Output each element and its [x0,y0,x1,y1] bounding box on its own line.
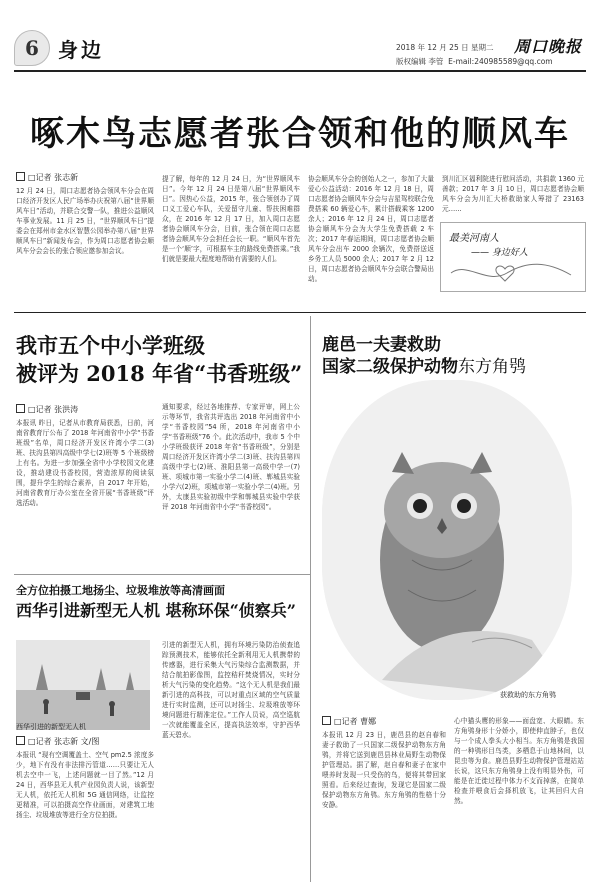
books-column-2: 通知要求，经过各地推荐、专家评审，网上公示等环节，我省共评选出 2018 年河南省中小学“书香校园”54 所，2018 年河南省中小学“书香班级”76 个。此次活动中，我市 5 个中小学班级获评 2018 年省“书香班级”，分别是周口经济开发区许湾小学二(3)班、扶沟县第四高级中学七(2)班、淮阳县第一高级中学一(7)班、项城市第一实验小学二(4)班、郸城县实验小学六(2)班，项城市第一实验小学二(4)班。另外，太康县实验初级中学和郸城县实验中学获评 2018 年河南省中小学“书香校园”。 [162,403,300,511]
section-divider-1 [14,312,586,313]
lead-column-1: 12 月 24 日，周口志愿者协会领风车分会在周口经济开发区人民广场举办庆祝第八届“世界顺风车日”活动，并联合交警一队，推进公益顺风车事业发展。11 月 25 日，“世界顺风车日”提委会在郑州市金水区智慧公园举办第八届“世界顺风车日”新闻发布会，作为周口志愿者协会顺风车分会会长的张合领应邀参加会议。 [16,187,154,255]
editors: 版权编辑 李管 [396,57,444,66]
drone-byline: □记者 张志新 文/图 [16,736,99,747]
banner-subtitle: —— 身边好人 [471,248,528,258]
heart-swirl-icon [447,259,577,287]
header-rule [14,70,586,72]
editor-info [396,56,553,67]
masthead-logo: 周口晚报 [514,37,583,56]
page-number: 6 [25,36,39,60]
lead-column-2: 提了解，每年的 12 月 24 日，为“世界顺风车日”。今年 12 月 24 日是第八届“世界顺风车日”。因热心公益，2015 年，张合领创办了周口义工爱心车队，关爱留守儿童、帮扶困难群众，在 2016 年 12 月 17 日，加入周口志愿者协会顺风车分会，目前，张合领在周口志愿者协会顺风车分会担任会长一职。“顺风车首先是一个‘顺’字，可根据车主的路线免费搭乘。”我们就是要最大程度地帮助有需要的人们。 [162,175,300,263]
lead-column-4: 到川汇区福利院进行慰问活动，共捐款 1360 元善款；2017 年 3 月 10 日，周口志愿者协会顺风车分会为川汇大桥救助家人筹措了 23163 元…… [442,175,584,213]
page-number-badge [14,30,50,66]
books-headline-line2: 被评为 2018 年省“书香班级” [16,361,303,386]
owl-column-2: 心中猫头鹰的形象——面盘宽、大眼睛。东方角鸮身形十分娇小，即使伸直脖子，也仅与一个成人拳头大小相当。东方角鸮是我国的一种鸮形目鸟类，多栖息于山地林间，以昆虫等为食。鹿邑县野生动物保护管理站站长说，这只东方角鸮身上没有明显外伤，可能是在迁徙过程中体力不支而掉落，在简单检查并喂食后会择机放飞，让其回归大自然。 [454,717,584,805]
owl-headline-line2: 国家二级保护动物东方角鸮 [322,357,526,377]
banner-title: 最美河南人 [449,233,499,244]
drone-column-2: 引进的新型无人机，拥有环境污染防治侦查追踪预测技术，能够依托全新利用无人机携带的传感器，进行采集大气污染综合监测数据，并结合航拍影像图，监控秸秆焚烧情况，实时分析大气污染的变化趋势。“这个无人机是我们最新引进的高科技，可以对重点区域的空气质量进行实时监测，还可以对扬尘、垃圾堆放等环境问题进行精准定位。”工作人员说，高空巡航一次就能覆盖全区，提高执法效率，守护西华蓝天碧水。 [162,641,300,739]
issue-date: 2018 年 12 月 25 日 星期二 [396,43,494,52]
column-divider [310,316,311,882]
good-people-banner [440,222,586,292]
owl-photo [322,380,572,700]
park-scene-image [16,640,150,730]
drone-column-1: 本报讯 “现有空调覆盖土、空气 pm2.5 浓度多少，地下有没有非法排污管道……只要让无人机去空中一飞，上述问题就一目了然。”12 月 24 日，西华县无人机产业园负责人说，该新型无人机，依托无人机和 5G 通信网络，让监控更精准，可以拍摄高空作业画面，对建筑工地扬尘、垃圾堆放等进行全方位拍摄。 [16,751,154,819]
owl-image [322,380,572,700]
drone-kicker: 全方位拍摄工地扬尘、垃圾堆放等高清画面 [16,584,225,597]
owl-species-name: 东方角鸮 [458,357,526,377]
books-column-1: 本报讯 昨日，记者从市教育局获悉，日前，河南省教育厅公布了 2018 年河南省中小学“书香班级”名单，周口经济开发区许湾小学二(3)班、扶沟县第四高级中学七(2)班等 5 个班级榜上有名。为进一步加强全省中小学校园文化建设，推动建设书香校园，营造浓厚的阅读氛围，提升学生的综合素养，自 2017 年开始，河南省教育厅办公室在全省开展“书香班级”评选活动。 [16,419,154,507]
drone-headline: 西华引进新型无人机 堪称环保“侦察兵” [16,601,296,620]
email: E-mail:240985589@qq.com [448,57,553,66]
lead-headline: 啄木鸟志愿者张合领和他的顺风车 [30,114,570,154]
books-headline-line1: 我市五个中小学班级 [16,333,205,358]
owl-byline: □记者 曹娜 [322,716,376,727]
section-divider-2 [14,574,310,575]
lead-byline: □记者 张志新 [16,172,78,183]
drone-photo-caption: 西华引进的新型无人机 [16,723,86,731]
drone-photo [16,640,150,730]
owl-column-1: 本报讯 12 月 23 日，鹿邑县的赵自春和妻子救助了一只国家二级保护动物东方角鸮，并将它送到鹿邑县林业局野生动物保护管理站。据了解，赵自春和妻子在家中喂养时发现一只受伤的鸟，便将其带回家照看。后来经过查询，发现它是国家二级保护动物东方角鸮。东方角鸮的性格十分安静。 [322,731,446,809]
lead-column-3: 协会顺风车分会的创始人之一，参加了大量爱心公益活动：2016 年 12 月 18 日，周口志愿者协会顺风车分会与吉星驾校联合免费搭乘 60 辆爱心车，累计搭载乘客 1200 余人；2016 年 12 月 24 日，周口志愿者协会顺风车分会为大学生免费搭载 2 车次；2017 年春运期间，周口志愿者协会顺风车分会出车 2000 余辆次，免费搭送返乡务工人员 5000 余人；2017 年 2 月 12 日，周口志愿者协会顺风车分会联合警局出动。 [308,175,434,283]
books-byline: □记者 张洪涛 [16,404,78,415]
owl-photo-caption: 获救助的东方角鸮 [500,691,556,699]
owl-headline-line1: 鹿邑一夫妻救助 [322,335,441,355]
section-title: 身边 [58,38,104,62]
